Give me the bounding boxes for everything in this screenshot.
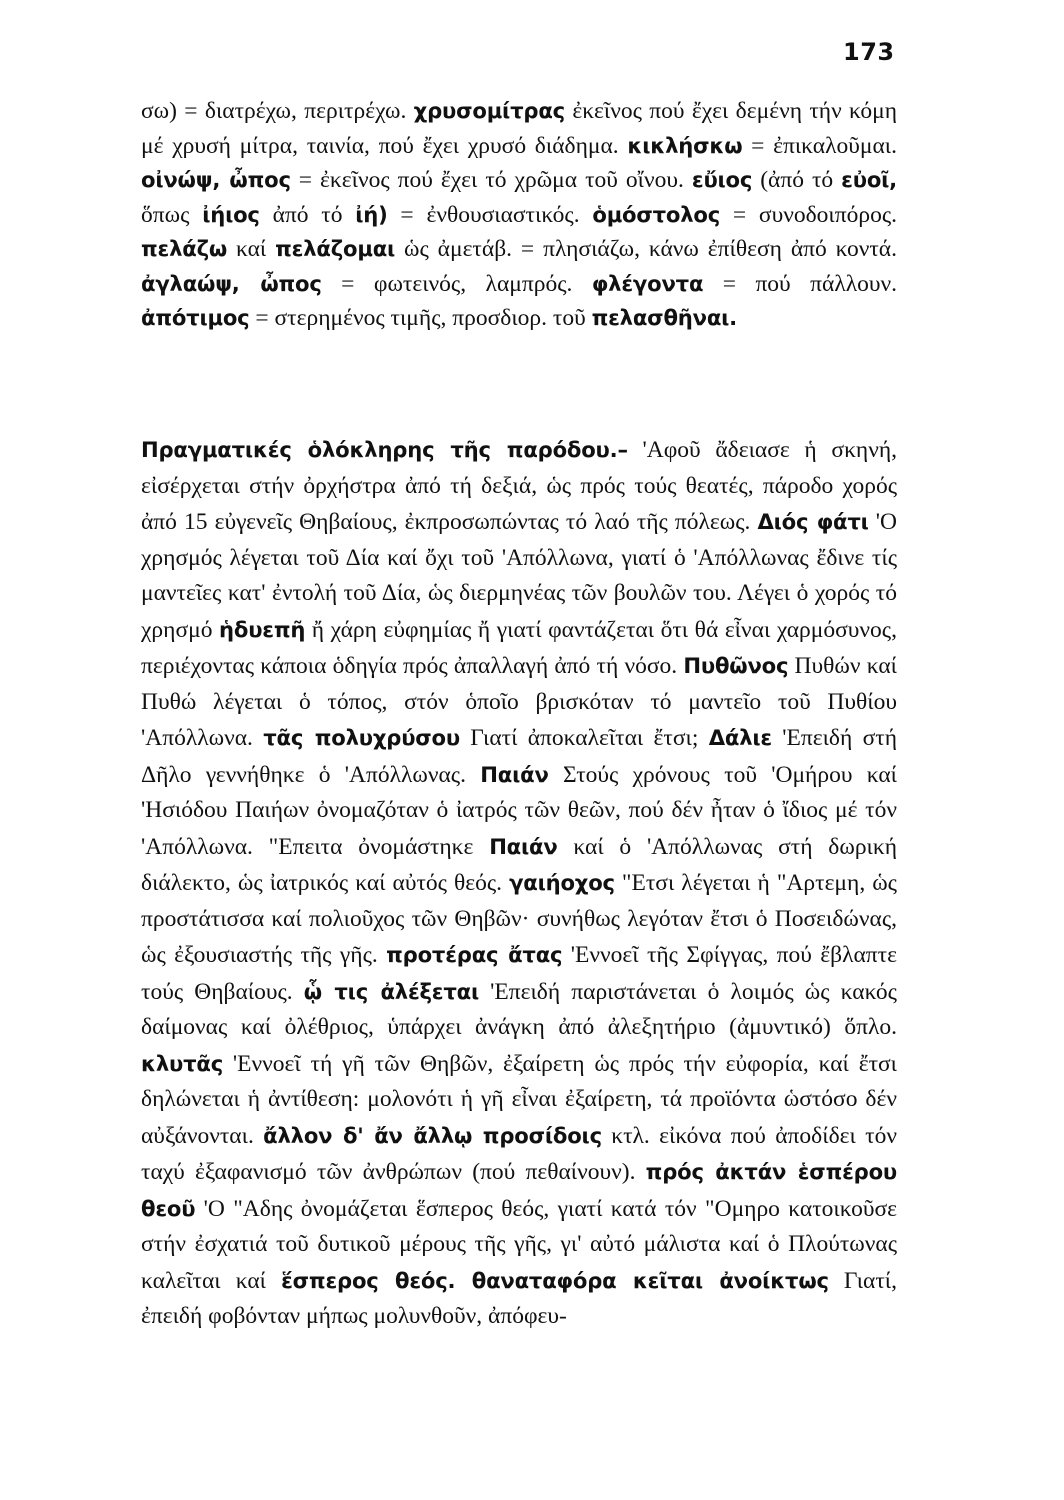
bold-term: ἰή) xyxy=(355,201,388,227)
bold-term: ἄλλον δ' ἄν ἄλλῳ προσίδοις xyxy=(263,1122,602,1148)
bold-term: ἰήιος xyxy=(202,201,260,227)
body-text: Στούς χρόνους τοῦ 'Ομήρου καί 'Ησιόδου Παιήων ὀνομαζόταν ὁ ἰατρός τῶν θεῶν, πού δέν ἦταν ὁ ἴδιος μέ τόν 'Απόλλωνα. "Επειτα ὀνομάστηκε xyxy=(141,761,898,860)
bold-term: Δάλιε xyxy=(708,725,772,750)
body-text: 'Εννοεῖ τῆς Σφίγγας, πού ἔβλαπτε τούς Θηβαίους. xyxy=(141,942,897,1005)
commentary-paragraph xyxy=(141,432,897,1335)
body-text: Πυθών καί Πυθώ λέγεται ὁ τόπος, στόν ὁποῖο βρισκόταν τό μαντεῖο τοῦ Πυθίου 'Απόλλωνα. xyxy=(141,653,897,751)
body-text: ὅπως xyxy=(141,201,203,228)
bold-term: Παιάν xyxy=(489,833,558,859)
body-text: ἀπό τό xyxy=(259,201,356,228)
bold-term: ἕσπερος θεός. θαναταφόρα κεῖται ἀνοίκτως xyxy=(281,1267,829,1293)
body-text: 'Επειδή παριστάνεται ὁ λοιμός ὡς κακός δαίμονας καί ὀλέθριος, ὑπάρχει ἀνάγκη ἀπό ἀλεξητήριο (ἀμυντικό) ὅπλο. xyxy=(141,978,897,1040)
bold-term: πρός ἀκτάν ἑσπέρου θεοῦ xyxy=(141,1159,897,1221)
body-text: = πού πάλλουν. xyxy=(703,270,897,297)
body-text: (ἀπό τό xyxy=(752,167,842,193)
bold-term: προτέρας ἄτας xyxy=(386,942,563,967)
bold-term: φλέγοντα xyxy=(591,270,704,296)
bold-term: πελάζομαι xyxy=(275,236,396,261)
body-text: 'Εννοεῖ τή γῆ τῶν Θηβῶν, ἐξαίρετη ὡς πρός τήν εὐφορία, καί ἔτσι δηλώνεται ἡ ἀντίθεση: μολονότι ἡ γῆ εἶναι ἐξαίρετη, τά προϊόντα ὡστόσο δέν αὐξάνονται. xyxy=(141,1050,897,1149)
body-text: = συνοδοιπόρος. xyxy=(720,201,898,228)
body-text: Γιατί, ἐπειδή φοβόνταν μήπως μολυνθοῦν, ἀπόφευ- xyxy=(141,1267,897,1329)
body-text: 'Ο "Αδης ὀνομάζεται ἕσπερος θεός, γιατί κατά τόν "Ομηρο κατοικοῦσε στήν ἐσχατιά τοῦ δυτικοῦ μέρους τῆς γῆς, γι' αὐτό μάλιστα καί ὁ Πλούτωνας καλεῖται καί xyxy=(141,1195,897,1294)
body-text: ἤ χάρη εὐφημίας ἤ γιατί φαντάζεται ὅτι θά εἶναι χαρμόσυνος, περιέχοντας κάποια ὁδηγία πρός ἀπαλλαγή ἀπό τή νόσο. xyxy=(141,616,897,679)
bold-term: τᾶς πολυχρύσου xyxy=(263,725,460,750)
bold-term: ᾧ τις ἀλέξεται xyxy=(303,978,480,1004)
page-number: 173 xyxy=(843,38,895,66)
body-text: ἐκεῖνος πού ἔχει δεμένη τήν κόμη μέ χρυσή μίτρα, ταινία, πού ἔχει χρυσό διάδημα. xyxy=(141,98,898,159)
body-text: ὡς ἀμετάβ. = πλησιάζω, κάνω ἐπίθεση ἀπό κοντά. xyxy=(395,236,897,262)
glossary-paragraph xyxy=(141,94,897,336)
bold-term: εὔιος xyxy=(691,167,753,192)
body-text: = στερημένος τιμῆς, προσδιορ. τοῦ xyxy=(249,305,592,331)
body-text: = ἐπικαλοῦμαι. xyxy=(742,132,897,159)
bold-term: χρυσομίτρας xyxy=(413,98,565,123)
bold-term: ἀπότιμος xyxy=(141,305,250,330)
body-text: = ἐνθουσιαστικός. xyxy=(387,201,593,228)
body-text: σω) = διατρέχω, περιτρέχω. xyxy=(141,98,414,124)
bold-term: γαιήοχος xyxy=(509,870,615,895)
body-text: καί ὁ 'Απόλλωνας στή δωρική διάλεκτο, ὡς ἰατρικός καί αὐτός θεός. xyxy=(141,833,898,896)
bold-term: κικλήσκω xyxy=(627,132,743,158)
body-text: Γιατί ἀποκαλεῖται ἔτσι; xyxy=(459,725,709,751)
bold-term: πελάζω xyxy=(141,236,228,261)
bold-term: πελασθῆναι. xyxy=(591,305,738,330)
body-text: καί xyxy=(227,236,276,262)
bold-term: εὐοῖ, xyxy=(841,167,898,192)
body-text: 'Αφοῦ ἄδειασε ἡ σκηνή, εἰσέρχεται στήν ὀρχήστρα ἀπό τή δεξιά, ὡς πρός τούς θεατές, πάροδο χορός ἀπό 15 εὐγενεῖς Θηβαίους, ἐκπροσωπώντας τό λαό τῆς πόλεως. xyxy=(141,437,897,535)
body-text: = φωτεινός, λαμπρός. xyxy=(321,270,592,297)
bold-term: ὁμόστολος xyxy=(592,201,721,227)
bold-term: ἡδυεπῆ xyxy=(219,616,306,642)
body-text: "Ετσι λέγεται ἡ "Αρτεμη, ὡς προστάτισσα καί πολιοῦχος τῶν Θηβῶν· συνήθως λεγόταν ἔτσι ὁ Ποσειδώνας, ὡς ἐξουσιαστής τῆς γῆς. xyxy=(141,870,897,968)
body-text: = ἐκεῖνος πού ἔχει τό χρῶμα τοῦ οἴνου. xyxy=(290,167,692,193)
body-text: 'Ο χρησμός λέγεται τοῦ Δία καί ὄχι τοῦ 'Απόλλωνα, γιατί ὁ 'Απόλλωνας ἔδινε τίς μαντεῖες κατ' ἐντολή τοῦ Δία, ὡς διερμηνέας τῶν βουλῶν του. Λέγει ὁ χορός τό χρησμό xyxy=(141,509,897,643)
body-text: κτλ. εἰκόνα πού ἀποδίδει τόν ταχύ ἐξαφανισμό τῶν ἀνθρώπων (πού πεθαίνουν). xyxy=(141,1122,897,1185)
bold-term: Πραγματικές ὁλόκληρης τῆς παρόδου.– xyxy=(141,437,628,462)
bold-term: Παιάν xyxy=(480,761,549,787)
body-text: 'Επειδή στή Δῆλο γεννήθηκε ὁ 'Απόλλωνας. xyxy=(141,725,897,788)
bold-term: κλυτᾶς xyxy=(141,1050,224,1076)
bold-term: Πυθῶνος xyxy=(683,653,789,678)
bold-term: Διός φάτι xyxy=(757,509,869,534)
bold-term: ἀγλαώψ, ὦπος xyxy=(141,270,322,296)
bold-term: οἰνώψ, ὦπος xyxy=(141,167,291,192)
